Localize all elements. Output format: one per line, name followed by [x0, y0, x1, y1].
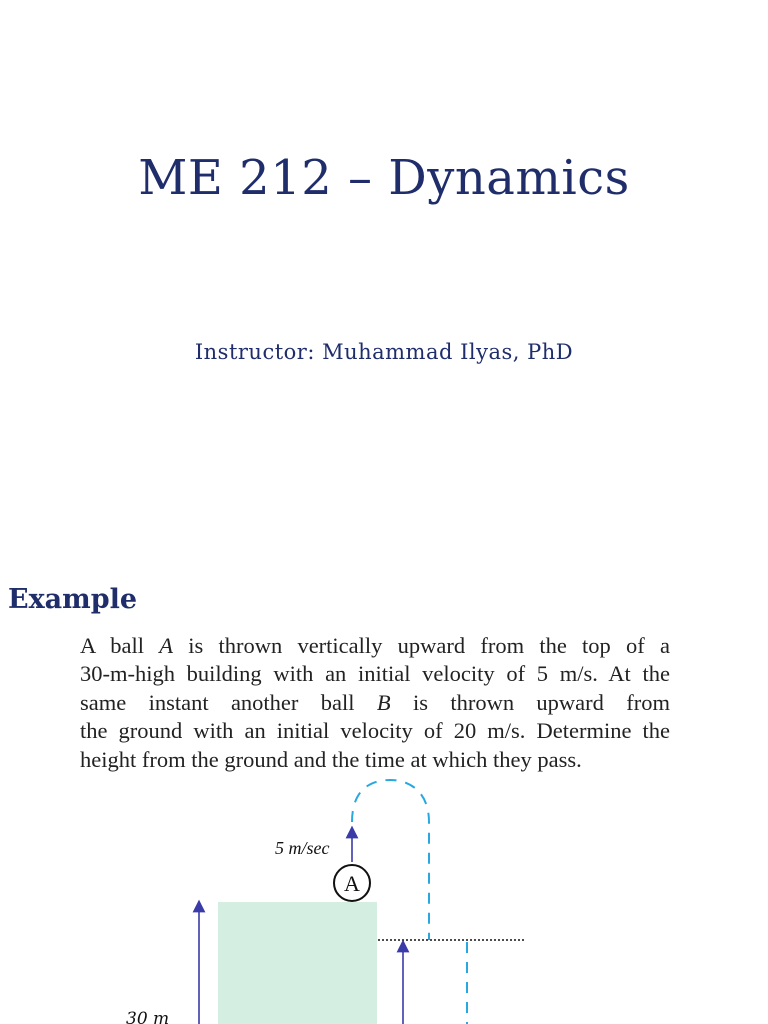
- problem-line: 30-m-high building with an initial velocity of 5 m/s. At the: [80, 661, 670, 687]
- velocity-label: 5 m/sec: [275, 838, 330, 858]
- problem-line: the ground with an initial velocity of 20 m/s. Determine the: [80, 718, 670, 744]
- figure-diagram: [0, 770, 768, 1024]
- height-label: 30 m: [126, 1009, 170, 1024]
- ball-a-label: A: [344, 871, 360, 896]
- instructor-line: Instructor: Muhammad Ilyas, PhD: [194, 340, 574, 364]
- page-title: ME 212 – Dynamics: [138, 150, 630, 206]
- problem-figure: [0, 770, 768, 1024]
- example-heading: Example: [8, 584, 138, 615]
- problem-statement: [80, 632, 670, 774]
- problem-line: same instant another ball B is thrown upward from: [80, 689, 670, 715]
- problem-line: A ball A is thrown vertically upward from the top of a: [80, 633, 671, 658]
- ball-a-symbol: A: [159, 633, 173, 658]
- building-block: [218, 902, 377, 1024]
- ball-b-symbol: B: [376, 689, 391, 715]
- problem-line: height from the ground and the time at which they pass.: [80, 746, 582, 772]
